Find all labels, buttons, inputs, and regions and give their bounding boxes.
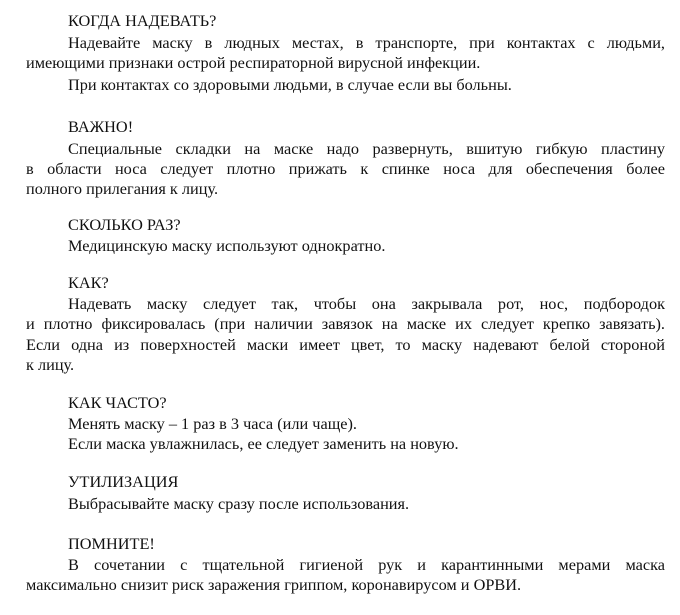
paragraph-line: Надевать маску следует так, чтобы она закрывала рот, нос, подбородок <box>68 294 665 313</box>
paragraph-line: Медицинскую маску используют однократно. <box>68 236 386 255</box>
paragraph-line: При контактах со здоровыми людьми, в случае если вы больны. <box>68 75 512 94</box>
section-heading-remember: ПОМНИТЕ! <box>68 534 155 553</box>
paragraph-line: Выбрасывайте маску сразу после использования. <box>68 494 410 513</box>
paragraph-line: В сочетании с тщательной гигиеной рук и карантинными мерами маска <box>68 555 665 574</box>
paragraph-line: максимально снизит риск заражения гриппом, коронавирусом и ОРВИ. <box>26 575 522 594</box>
paragraph-line: Надевайте маску в людных местах, в транспорте, при контактах с людьми, <box>68 33 665 52</box>
paragraph-line: Менять маску – 1 раз в 3 часа (или чаще). <box>68 414 357 433</box>
paragraph-line: Специальные складки на маске надо развернуть, вшитую гибкую пластину <box>68 139 665 158</box>
paragraph-line: и плотно фиксировалась (при наличии завязок на маске их следует крепко завязать). <box>26 314 665 333</box>
section-heading-how-often: КАК ЧАСТО? <box>68 393 167 412</box>
paragraph-line: Если одна из поверхностей маски имеет цвет, то маску надевают белой стороной <box>26 335 665 354</box>
paragraph-line: в области носа следует плотно прижать к спинке носа для обеспечения более <box>26 159 665 178</box>
section-heading-how-many: СКОЛЬКО РАЗ? <box>68 215 181 234</box>
section-heading-important: ВАЖНО! <box>68 117 134 136</box>
section-heading-how: КАК? <box>68 273 109 292</box>
paragraph-line: Если маска увлажнилась, ее следует заменить на новую. <box>68 434 459 453</box>
section-heading-when: КОГДА НАДЕВАТЬ? <box>68 11 217 30</box>
paragraph-line: имеющими признаки острой респираторной вирусной инфекции. <box>26 53 481 72</box>
paragraph-line: к лицу. <box>26 355 75 374</box>
section-heading-disposal: УТИЛИЗАЦИЯ <box>68 472 179 491</box>
paragraph-line: полного прилегания к лицу. <box>26 179 219 198</box>
